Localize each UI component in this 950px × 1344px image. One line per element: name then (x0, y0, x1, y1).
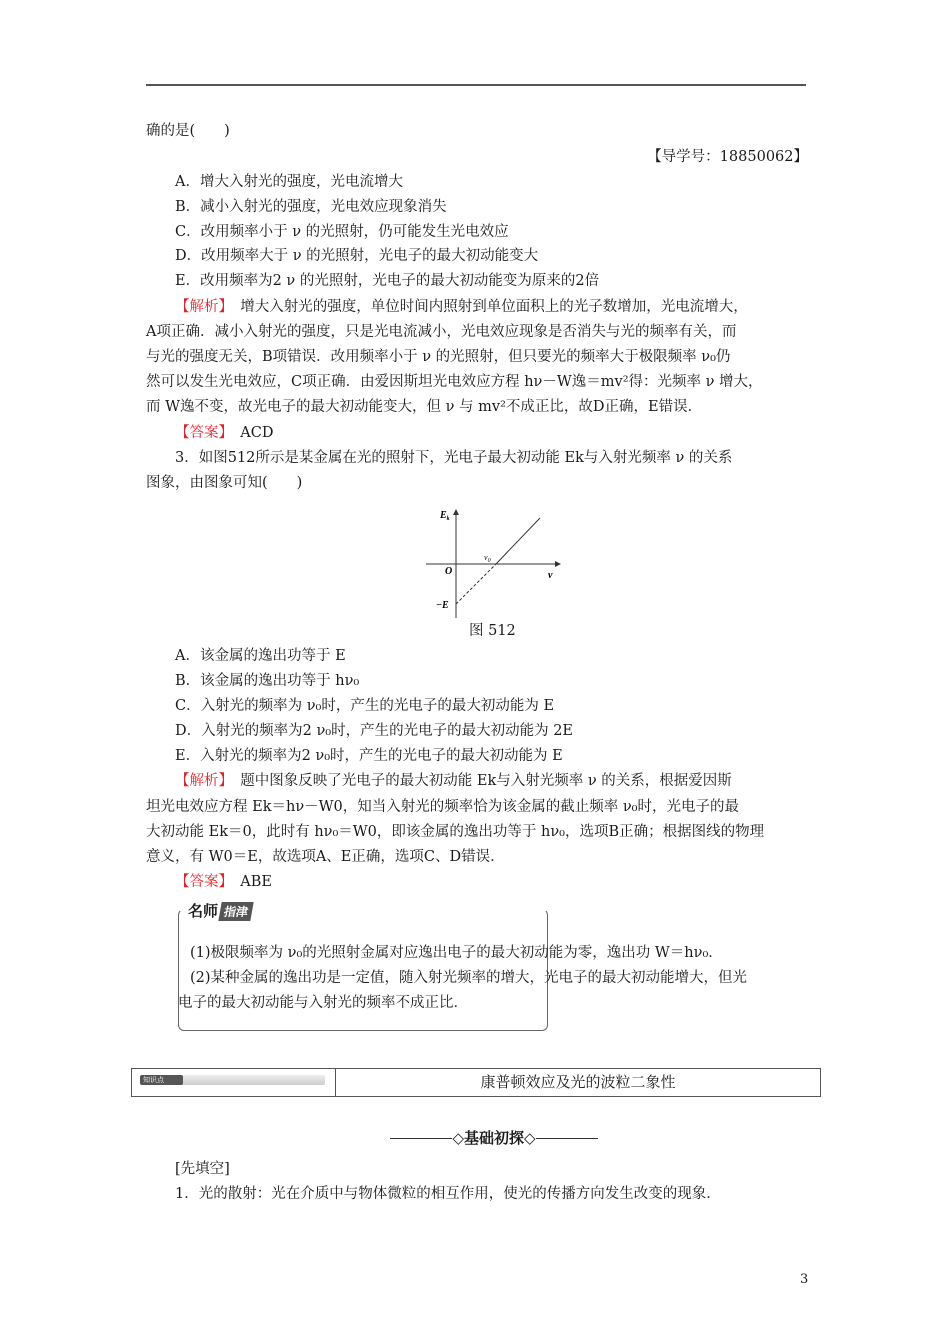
q2-option-d: D．改用频率大于 ν 的光照射，光电子的最大初动能变大 (175, 248, 539, 264)
q3-stem-line-1: 3．如图512所示是某金属在光的照射下，光电子最大初动能 Ek与入射光频率 ν 的关系 (175, 450, 733, 466)
q2-analysis-line-1: 【解析】 增大入射光的强度，单位时间内照射到单位面积上的光子数增加，光电流增大， (175, 299, 748, 315)
q3-option-e: E．入射光的频率为2 ν₀时，产生的光电子的最大初动能为 E (175, 748, 563, 764)
q2-analysis-line-2: A项正确．减小入射光的强度，只是光电流减小，光电效应现象是否消失与光的频率有关，而 (146, 324, 737, 340)
q3-option-a: A．该金属的逸出功等于 E (175, 648, 346, 664)
analysis-label: 【解析】 (175, 299, 226, 315)
answer-label: 【答案】 (175, 425, 226, 441)
q3-stem-line-2: 图象，由图象可知( ) (146, 475, 303, 491)
q3-option-b: B．该金属的逸出功等于 hν₀ (175, 673, 360, 689)
q2-option-e: E．改用频率为2 ν 的光照射，光电子的最大初动能变为原来的2倍 (175, 273, 600, 289)
guide-number: 【导学号：18850062】 (647, 149, 808, 165)
ek-frequency-graph (418, 500, 568, 620)
svg-text:−E: −E (436, 600, 449, 611)
q3-answer: 【答案】 ABE (175, 874, 272, 890)
knowledge-point-cell (132, 1069, 336, 1096)
svg-text:O: O (445, 566, 453, 577)
page-number: 3 (800, 1272, 809, 1287)
q2-option-c: C．改用频率小于 ν 的光照射，仍可能发生光电效应 (175, 224, 509, 240)
tip-tag: 指津 (218, 902, 253, 921)
divider (390, 1138, 452, 1139)
q3-analysis-line-1: 【解析】 题中图象反映了光电子的最大初动能 Ek与入射光频率 ν 的关系，根据爱因斯 (175, 773, 732, 789)
q2-analysis-line-4: 然可以发生光电效应，C项正确．由爱因斯坦光电效应方程 hν－W逸＝mv²得：光频率 ν 增大， (146, 374, 763, 390)
figure-caption: 图 512 (469, 623, 516, 639)
analysis-label: 【解析】 (175, 773, 226, 789)
tip-line-3: 电子的最大初动能与入射光的频率不成正比． (178, 995, 468, 1011)
q2-stem-tail: 确的是( ) (146, 123, 230, 139)
q3-analysis-line-3: 大初动能 Ek＝0，此时有 hν₀＝W0，即该金属的逸出功等于 hν₀，选项B正确；根据图线的物理 (146, 824, 765, 840)
q3-option-c: C．入射光的频率为 ν₀时，产生的光电子的最大初动能为 E (175, 698, 555, 714)
header-rule (146, 84, 806, 86)
fill-label: [先填空] (175, 1161, 230, 1177)
svg-text:ν0: $\nu_0$ (484, 553, 491, 564)
q2-analysis-line-5: 而 W逸不变，故光电子的最大初动能变大，但 ν 与 mv²不成正比，故D正确，E错误． (146, 399, 703, 415)
section-title: 康普顿效应及光的波粒二象性 (480, 1073, 676, 1091)
q2-answer: 【答案】 ACD (175, 425, 274, 441)
section-heading-table (131, 1068, 821, 1097)
answer-label: 【答案】 (175, 874, 226, 890)
q3-analysis-line-4: 意义，有 W0＝E，故选项A、E正确，选项C、D错误． (146, 849, 505, 865)
knowledge-point-badge: 知识点 (140, 1075, 325, 1085)
tip-header: 名师 指津 (188, 900, 252, 921)
tip-line-2: (2)某种金属的逸出功是一定值，随入射光频率的增大，光电子的最大初动能增大，但光 (190, 970, 748, 986)
basic-item-1: 1．光的散射：光在介质中与物体微粒的相互作用，使光的传播方向发生改变的现象． (175, 1186, 721, 1202)
q3-analysis-line-2: 坦光电效应方程 Ek＝hν－W0，知当入射光的频率恰为该金属的截止频率 ν₀时，光电子的最 (146, 799, 739, 815)
q3-option-d: D．入射光的频率为2 ν₀时，产生的光电子的最大初动能为 2E (175, 723, 574, 739)
svg-text:Ek: $E_k$ (440, 510, 450, 522)
q2-analysis-line-3: 与光的强度无关，B项错误．改用频率小于 ν 的光照射，但只要光的频率大于极限频率 ν₀仍 (146, 349, 731, 365)
q2-option-b: B．减小入射光的强度，光电效应现象消失 (175, 199, 447, 215)
tip-line-1: (1)极限频率为 ν₀的光照射金属对应逸出电子的最大初动能为零，逸出功 W＝hν₀． (190, 945, 723, 961)
basic-heading: ◇基础初探◇ (363, 1127, 625, 1148)
svg-text:ν: ν (548, 570, 553, 581)
divider (536, 1138, 598, 1139)
q2-option-a: A．增大入射光的强度，光电流增大 (175, 174, 403, 190)
